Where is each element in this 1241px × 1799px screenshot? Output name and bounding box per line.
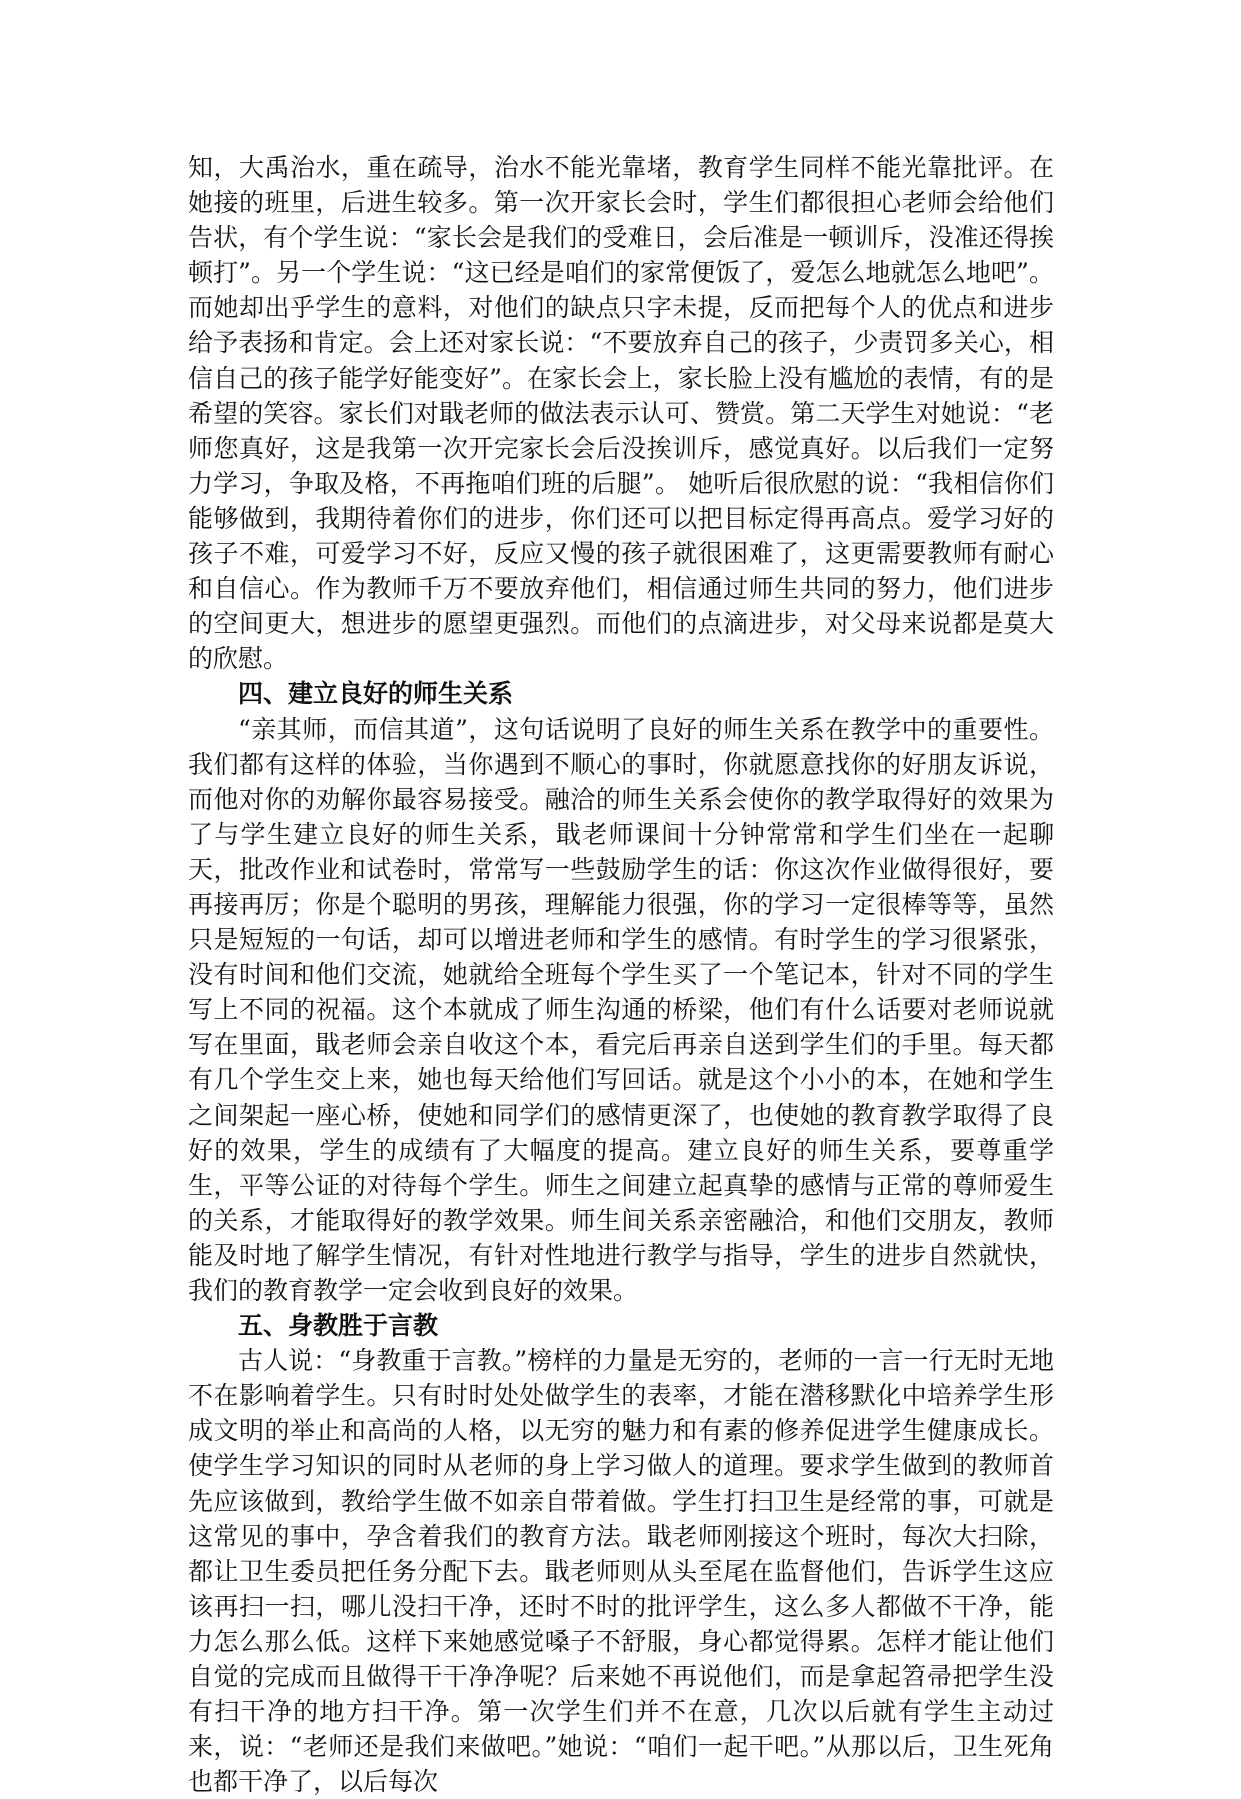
section-heading-5: 五、身教胜于言教 xyxy=(238,1311,439,1341)
paragraph-section-4: “亲其师，而信其道”，这句话说明了良好的师生关系在教学中的重要性。我们都有这样的体验，当你遇到不顺心的事时，你就愿意找你的好朋友诉说，而他对你的劝解你最容易接受。融洽的师生关系会使你的教学取得好的效果为了与学生建立良好的师生关系，戢老师课间十分钟常常和学生们坐在一起聊天，批改作业和试卷时，常常写一些鼓励学生的话：你这次作业做得很好，要再接再厉；你是个聪明的男孩，理解能力很强，你的学习一定很棒等等，虽然只是短短的一句话，却可以增进老师和学生的感情。有时学生的学习很紧张，没有时间和他们交流，她就给全班每个学生买了一个笔记本，针对不同的学生写上不同的祝福。这个本就成了师生沟通的桥梁，他们有什么话要对老师说就写在里面，戢老师会亲自收这个本，看完后再亲自送到学生们的手里。每天都有几个学生交上来，她也每天给他们写回话。就是这个小小的本，在她和学生之间架起一座心桥，使她和同学们的感情更深了，也使她的教育教学取得了良好的效果，学生的成绩有了大幅度的提高。建立良好的师生关系，要尊重学生，平等公证的对待每个学生。师生之间建立起真挚的感情与正常的尊师爱生的关系，才能取得好的教学效果。师生间关系亲密融洽，和他们交朋友，教师能及时地了解学生情况，有针对性地进行教学与指导，学生的进步自然就快，我们的教育教学一定会收到良好的效果。 xyxy=(188,714,1054,1305)
document-page xyxy=(188,150,1054,1799)
paragraph-continuation: 知，大禹治水，重在疏导，治水不能光靠堵，教育学生同样不能光靠批评。在她接的班里，后进生较多。第一次开家长会时，学生们都很担心老师会给他们告状，有个学生说：“家长会是我们的受难日，会后准是一顿训斥，没准还得挨顿打”。另一个学生说：“这已经是咱们的家常便饭了，爱怎么地就怎么地吧”。而她却出乎学生的意料，对他们的缺点只字未提，反而把每个人的优点和进步给予表扬和肯定。会上还对家长说：“不要放弃自己的孩子，少责罚多关心，相信自己的孩子能学好能变好”。在家长会上，家长脸上没有尴尬的表情，有的是希望的笑容。家长们对戢老师的做法表示认可、赞赏。第二天学生对她说：“老师您真好，这是我第一次开完家长会后没挨训斥，感觉真好。以后我们一定努力学习，争取及格，不再拖咱们班的后腿”。 她听后很欣慰的说：“我相信你们能够做到，我期待着你们的进步，你们还可以把目标定得再高点。爱学习好的孩子不难，可爱学习不好，反应又慢的孩子就很困难了，这更需要教师有耐心和自信心。作为教师千万不要放弃他们，相信通过师生共同的努力，他们进步的空间更大，想进步的愿望更强烈。而他们的点滴进步，对父母来说都是莫大的欣慰。 xyxy=(188,153,1054,674)
section-heading-4: 四、建立良好的师生关系 xyxy=(238,679,514,709)
paragraph-section-5: 古人说：“身教重于言教。”榜样的力量是无穷的，老师的一言一行无时无地不在影响着学生。只有时时处处做学生的表率，才能在潜移默化中培养学生形成文明的举止和高尚的人格，以无穷的魅力和有素的修养促进学生健康成长。使学生学习知识的同时从老师的身上学习做人的道理。要求学生做到的教师首先应该做到，教给学生做不如亲自带着做。学生打扫卫生是经常的事，可就是这常见的事中，孕含着我们的教育方法。戢老师刚接这个班时，每次大扫除，都让卫生委员把任务分配下去。戢老师则从头至尾在监督他们，告诉学生这应该再扫一扫，哪儿没扫干净，还时不时的批评学生，这么多人都做不干净，能力怎么那么低。这样下来她感觉嗓子不舒服，身心都觉得累。怎样才能让他们自觉的完成而且做得干干净净呢？后来她不再说他们，而是拿起笤帚把学生没有扫干净的地方扫干净。第一次学生们并不在意，几次以后就有学生主动过来，说：“老师还是我们来做吧。”她说：“咱们一起干吧。”从那以后，卫生死角也都干净了，以后每次 xyxy=(188,1346,1054,1797)
